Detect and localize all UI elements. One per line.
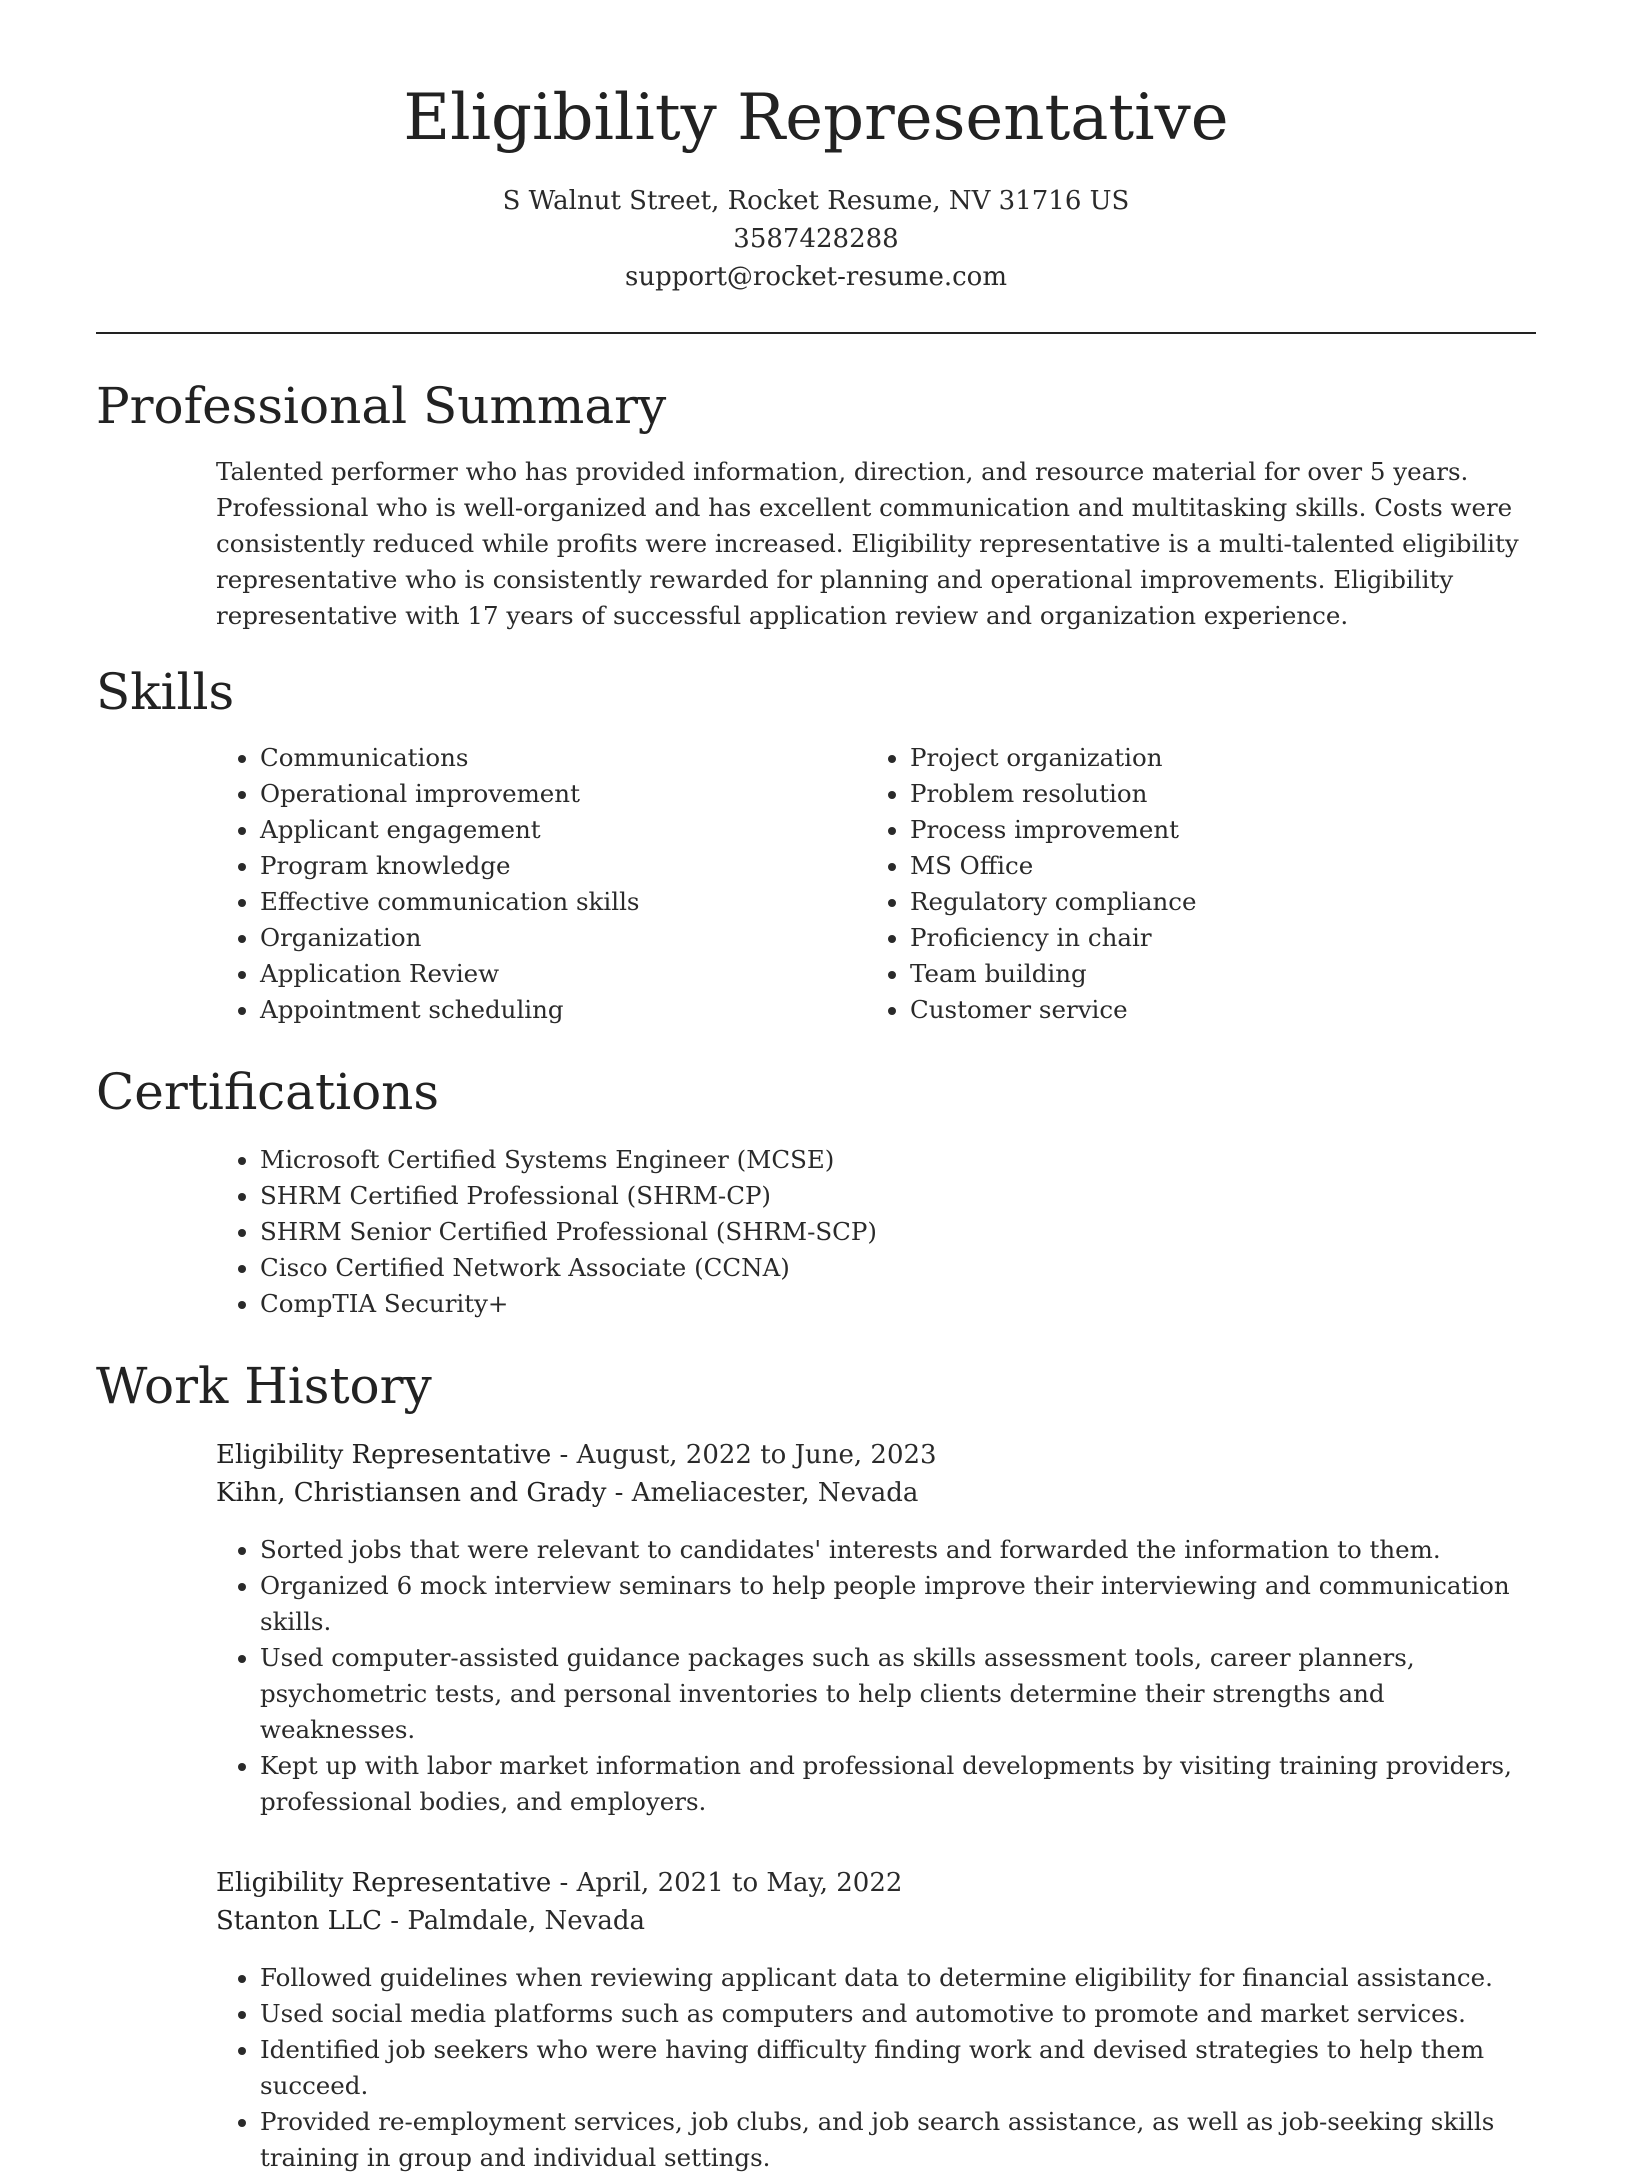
- summary-text: Talented performer who has provided information, direction, and resource material for over 5 years. Professional who is well-organized and has excellent communication and multitasking skills. Costs were consistently reduced while profits were increased. Eligibility representative is a multi-talented eligibility representative who is consistently rewarded for planning and operational improvements. Eligibility representative with 17 years of successful application review and organization experience.: [216, 456, 1519, 630]
- header-divider: [96, 332, 1536, 334]
- job-entry: [216, 1864, 1536, 2176]
- skill-item: • Effective communication skills: [260, 884, 866, 920]
- job-location: - Ameliacester, Nevada: [606, 1477, 919, 1508]
- job-location: - Palmdale, Nevada: [382, 1905, 646, 1936]
- skill-item: • Appointment scheduling: [260, 992, 866, 1028]
- job-bullet: • Sorted jobs that were relevant to candidates' interests and forwarded the information to them.: [260, 1532, 1536, 1568]
- job-bullet: • Used computer-assisted guidance packages such as skills assessment tools, career planners, psychometric tests, and personal inventories to help clients determine their strengths and weaknesses.: [260, 1640, 1536, 1748]
- certification-item: • SHRM Certified Professional (SHRM-CP): [260, 1178, 1536, 1214]
- job-title-line: [216, 1436, 1536, 1474]
- job-entry: [216, 1436, 1536, 1820]
- skills-list-left: [216, 740, 866, 1028]
- skills-section: [96, 662, 1536, 1028]
- skill-item: • Proficiency in chair: [910, 920, 1516, 956]
- certifications-list: [216, 1142, 1536, 1322]
- job-bullet: • Kept up with labor market information and professional developments by visiting training providers, professional bodies, and employers.: [260, 1748, 1536, 1820]
- job-company: Kihn, Christiansen and Grady: [216, 1477, 607, 1508]
- skill-item: • Application Review: [260, 956, 866, 992]
- certification-item: • Cisco Certified Network Associate (CCNA): [260, 1250, 1536, 1286]
- job-company: Stanton LLC: [216, 1905, 383, 1936]
- job-dates: - August, 2022 to June, 2023: [551, 1439, 937, 1470]
- skills-list-right: [866, 740, 1516, 1028]
- skill-item: • Operational improvement: [260, 776, 866, 812]
- certification-item: • CompTIA Security+: [260, 1286, 1536, 1322]
- job-bullet-list: [216, 1532, 1536, 1820]
- job-role: Eligibility Representative: [216, 1867, 552, 1898]
- certifications-section: [96, 1062, 1536, 1322]
- job-bullet: • Used social media platforms such as computers and automotive to promote and market services.: [260, 1996, 1536, 2032]
- skill-item: • Applicant engagement: [260, 812, 866, 848]
- work-history-heading: Work History: [96, 1356, 432, 1415]
- skills-column-right: [866, 740, 1516, 1028]
- certifications-list-wrap: [216, 1142, 1536, 1322]
- certifications-heading: Certifications: [96, 1062, 440, 1121]
- job-bullets: [216, 1532, 1536, 1820]
- certification-item: • Microsoft Certified Systems Engineer (MCSE): [260, 1142, 1536, 1178]
- job-company-line: [216, 1902, 1536, 1940]
- skill-item: • Problem resolution: [910, 776, 1516, 812]
- skill-item: • Communications: [260, 740, 866, 776]
- skill-item: • Regulatory compliance: [910, 884, 1516, 920]
- summary-heading: Professional Summary: [96, 376, 667, 435]
- candidate-name: Eligibility Representative: [403, 81, 1229, 155]
- resume-header: [96, 0, 1536, 296]
- skills-heading: Skills: [96, 662, 235, 721]
- contact-address: S Walnut Street, Rocket Resume, NV 31716 US: [502, 185, 1130, 216]
- job-bullet: • Identified job seekers who were having difficulty finding work and devised strategies to help them succeed.: [260, 2032, 1536, 2104]
- skill-item: • Customer service: [910, 992, 1516, 1028]
- skill-item: • Organization: [260, 920, 866, 956]
- job-bullet: • Followed guidelines when reviewing applicant data to determine eligibility for financial assistance.: [260, 1960, 1536, 1996]
- job-dates: - April, 2021 to May, 2022: [551, 1867, 903, 1898]
- job-bullet-list: [216, 1960, 1536, 2176]
- skill-item: • Team building: [910, 956, 1516, 992]
- job-bullets: [216, 1960, 1536, 2176]
- contact-block: [96, 182, 1536, 296]
- skill-item: • MS Office: [910, 848, 1516, 884]
- job-company-line: [216, 1474, 1536, 1512]
- job-role: Eligibility Representative: [216, 1439, 552, 1470]
- skill-item: • Program knowledge: [260, 848, 866, 884]
- job-bullet: • Organized 6 mock interview seminars to help people improve their interviewing and communication skills.: [260, 1568, 1536, 1640]
- work-history-section: [96, 1356, 1536, 2176]
- skills-column-left: [216, 740, 866, 1028]
- skills-grid: [216, 740, 1536, 1028]
- summary-section: [96, 376, 1536, 634]
- contact-email: support@rocket-resume.com: [624, 261, 1007, 292]
- job-title-line: [216, 1864, 1536, 1902]
- certification-item: • SHRM Senior Certified Professional (SHRM-SCP): [260, 1214, 1536, 1250]
- job-bullet: • Provided re-employment services, job clubs, and job search assistance, as well as job-seeking skills training in group and individual settings.: [260, 2104, 1536, 2176]
- skill-item: • Project organization: [910, 740, 1516, 776]
- contact-phone: 3587428288: [733, 223, 899, 254]
- skill-item: • Process improvement: [910, 812, 1516, 848]
